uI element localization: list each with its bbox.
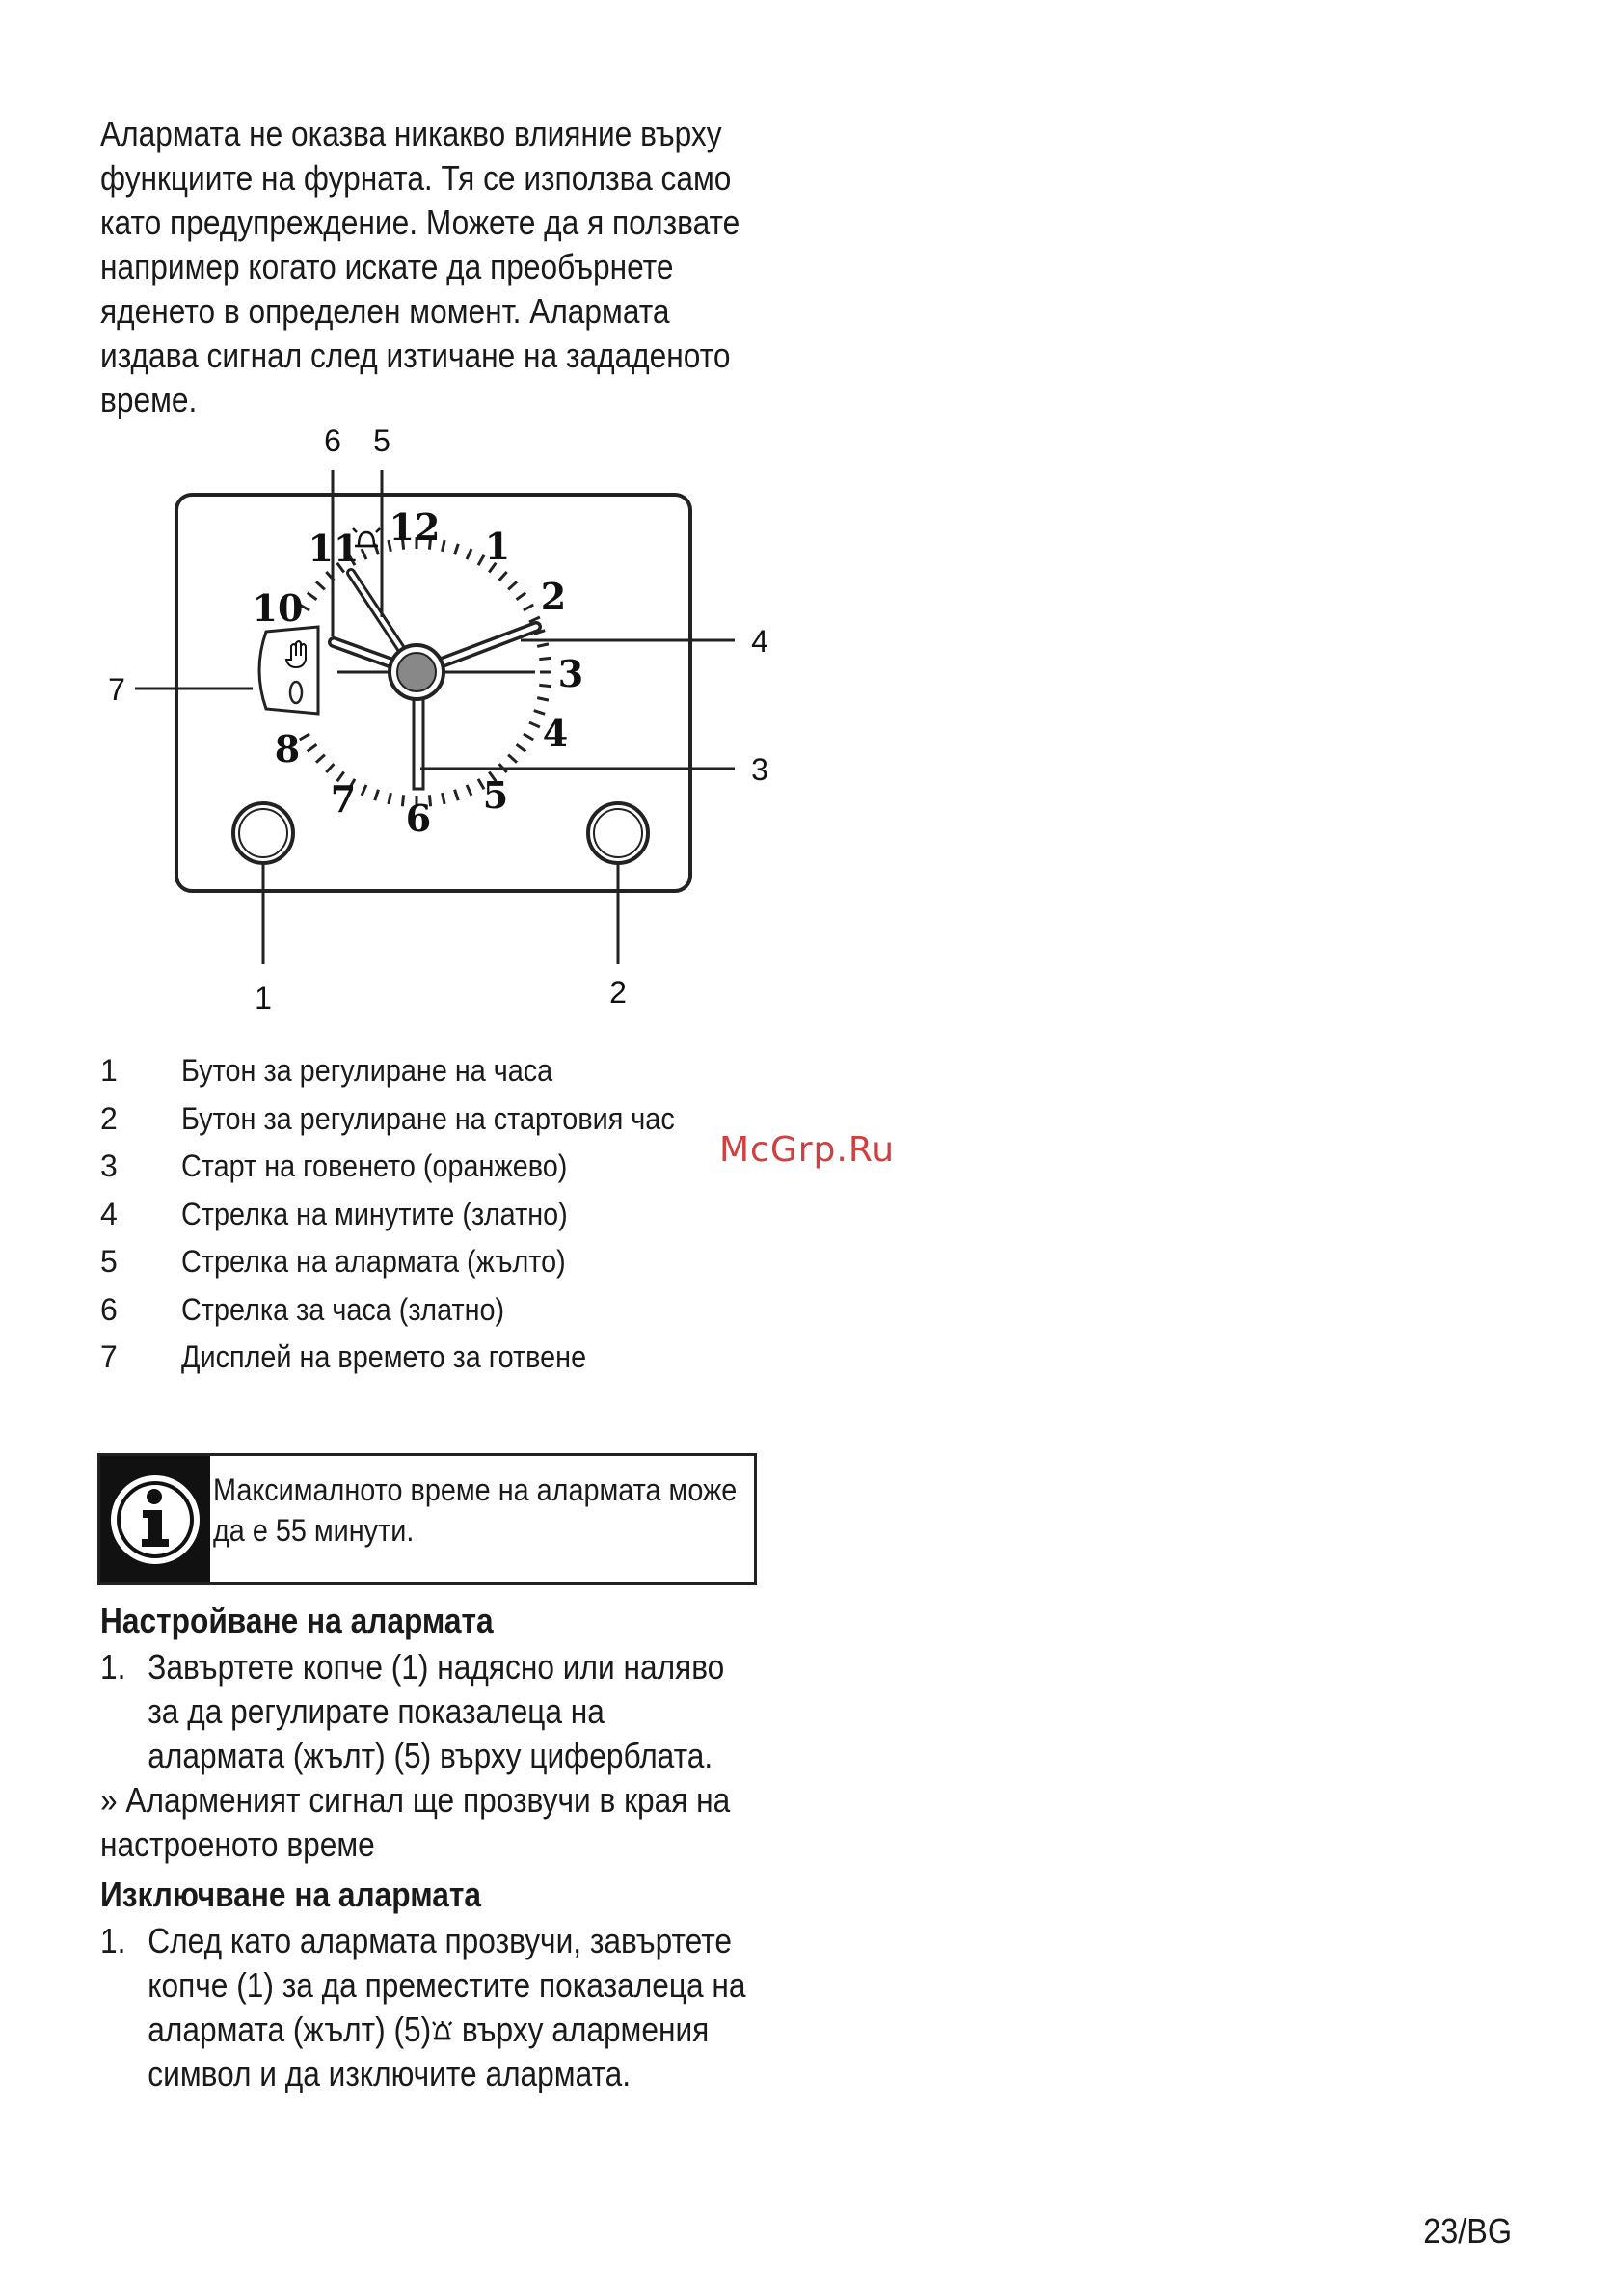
- step-number: 1.: [100, 1921, 126, 1960]
- step-line: След като алармата прозвучи, завъртете: [148, 1921, 733, 1960]
- dial-tick: [524, 734, 533, 740]
- start-time-knob: [588, 803, 648, 863]
- legend-text: Старт на говенето (оранжево): [181, 1148, 568, 1183]
- step-line: алармата (жълт) (5) върху циферблата.: [148, 1736, 713, 1775]
- legend-text: Стрелка на алармата (жълто): [181, 1244, 566, 1279]
- info-line: да е 55 минути.: [213, 1513, 415, 1548]
- dial-tick: [517, 593, 526, 600]
- dial-tick: [499, 572, 507, 581]
- dial-tick: [402, 795, 403, 806]
- dial-number-1: 1: [484, 525, 511, 568]
- dial-tick: [478, 555, 484, 565]
- dial-tick: [443, 793, 444, 804]
- watermark: McGrp.Ru: [719, 1130, 896, 1170]
- dial-tick: [375, 790, 379, 800]
- dial-tick: [539, 685, 551, 686]
- dial-tick: [389, 793, 390, 804]
- legend-number: 2: [100, 1100, 118, 1136]
- legend-item: [100, 1290, 833, 1338]
- legend-text: Дисплей на времето за готвене: [181, 1339, 587, 1374]
- step-line-part: алармата (жълт) (5): [148, 2010, 432, 2049]
- callout-label-4: 4: [751, 624, 768, 659]
- legend-number: 4: [100, 1196, 118, 1231]
- alarm-bell-icon: [431, 2019, 453, 2044]
- intro-line: яденето в определен момент. Алармата: [100, 291, 670, 331]
- setup-result: [100, 1778, 730, 1867]
- legend-item: [100, 1195, 833, 1243]
- step-line: за да регулирате показалеца на: [148, 1691, 605, 1731]
- callout-label-3: 3: [751, 752, 768, 787]
- info-line: Максималното време на алармата може: [213, 1472, 738, 1507]
- hour-adjust-knob: [233, 803, 293, 863]
- clock-diagram: [87, 415, 781, 1032]
- intro-line: издава сигнал след изтичане на зададеното: [100, 336, 731, 375]
- dial-number-10: 10: [252, 586, 304, 630]
- info-note-box: [97, 1453, 757, 1585]
- dial-tick: [443, 540, 444, 552]
- intro-line: например когато искате да преобърнете: [100, 247, 674, 286]
- dial-tick: [529, 617, 540, 622]
- dial-tick: [508, 581, 517, 589]
- dial-number-6: 6: [405, 797, 432, 840]
- dial-tick: [308, 593, 317, 600]
- info-icon: [100, 1456, 210, 1582]
- dial-tick: [326, 764, 334, 772]
- legend-number: 3: [100, 1148, 118, 1183]
- legend-list: [100, 1051, 833, 1386]
- dial-tick: [537, 644, 549, 646]
- legend-number: 6: [100, 1291, 118, 1327]
- legend-item: [100, 1051, 833, 1099]
- dial-number-8: 8: [274, 727, 301, 770]
- dial-tick: [362, 785, 366, 796]
- dial-tick: [508, 755, 517, 763]
- section-heading-setup: Настройване на алармата: [100, 1601, 494, 1640]
- intro-paragraph: [100, 112, 740, 422]
- legend-text: Бутон за регулиране на стартовия час: [181, 1100, 675, 1136]
- section-heading-off: Изключване на алармата: [100, 1875, 481, 1914]
- info-note-text: [213, 1470, 737, 1551]
- legend-text: Стрелка за часа (златно): [181, 1291, 505, 1327]
- result-line: настроеното време: [100, 1824, 375, 1864]
- legend-item: [100, 1337, 833, 1386]
- callout-label-5: 5: [373, 423, 390, 458]
- step-line: копче (1) за да преместите показалеца на: [148, 1965, 746, 2005]
- dial-number-2: 2: [540, 575, 567, 618]
- dial-tick: [529, 722, 540, 727]
- intro-line: Алармата не оказва никакво влияние върху: [100, 114, 722, 153]
- dial-number-4: 4: [542, 712, 569, 755]
- step-line: [148, 2008, 745, 2052]
- step-number: 1.: [100, 1647, 126, 1687]
- dial-tick: [316, 581, 325, 589]
- dial-tick: [300, 734, 309, 740]
- legend-text: Стрелка на минутите (златно): [181, 1196, 568, 1231]
- legend-text: Бутон за регулиране на часа: [181, 1053, 553, 1088]
- intro-line: функциите на фурната. Тя се използва само: [100, 158, 732, 198]
- legend-number: 7: [100, 1339, 118, 1374]
- off-step: [100, 1919, 745, 2102]
- dial-number-3: 3: [557, 652, 584, 695]
- callout-label-7: 7: [108, 672, 125, 707]
- dial-tick: [316, 755, 325, 763]
- dial-tick: [362, 549, 366, 559]
- step-line: Завъртете копче (1) надясно или наляво: [148, 1647, 725, 1687]
- legend-item: [100, 1242, 833, 1290]
- legend-number: 5: [100, 1244, 118, 1279]
- setup-step: [100, 1645, 745, 1780]
- callout-label-6: 6: [324, 423, 341, 458]
- page-number: 23/BG: [1423, 2211, 1512, 2251]
- dial-number-11: 11: [308, 527, 360, 570]
- dial-tick: [467, 549, 471, 559]
- dial-tick: [539, 658, 551, 659]
- dial-tick: [455, 790, 459, 800]
- dial-tick: [467, 785, 471, 796]
- dial-number-7: 7: [330, 777, 357, 821]
- cooking-time-display: [259, 627, 318, 714]
- callout-label-2: 2: [609, 975, 627, 1010]
- dial-tick: [455, 544, 459, 554]
- legend-number: 1: [100, 1053, 118, 1088]
- intro-line: като предупреждение. Можете да я ползвате: [100, 203, 740, 242]
- dial-tick: [524, 605, 533, 610]
- dial-tick: [537, 698, 549, 700]
- dial-tick: [308, 744, 317, 751]
- step-line: символ и да изключите алармата.: [148, 2054, 632, 2093]
- callout-label-1: 1: [255, 981, 272, 1015]
- result-line: » Алармeният сигнал ще прозвучи в края на: [100, 1780, 731, 1820]
- dial-number-12: 12: [389, 505, 441, 549]
- dial-tick: [517, 744, 526, 751]
- intro-line: време.: [100, 380, 198, 419]
- step-line-part: върху алармения: [453, 2010, 710, 2049]
- dial-number-5: 5: [482, 773, 509, 817]
